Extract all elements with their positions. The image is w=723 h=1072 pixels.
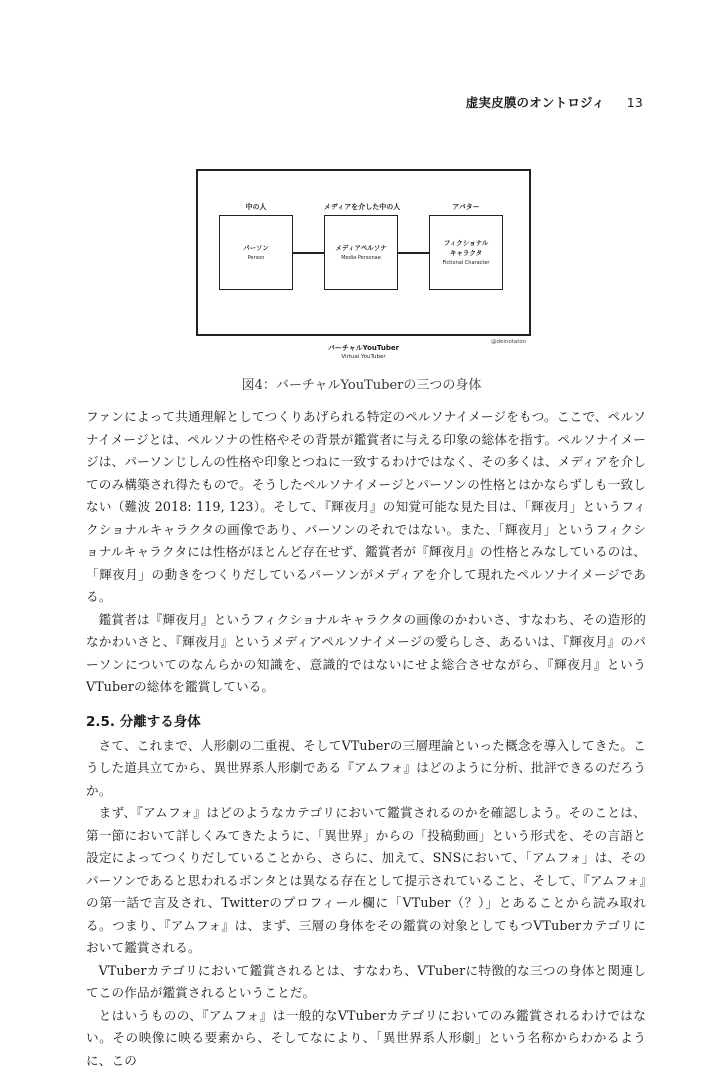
paragraph-4: まず、『アムフォ』はどのようなカテゴリにおいて鑑賞されるのかを確認しよう。そのことは、第一節において詳しくみてきたように、「異世界」からの「投稿動画」という形式を、その言語と設定によってつくりだしていることから、さらに、加えて、SNSにおいて、「アムフォ」は、そのパーソンであると思われるボンタとは異なる存在として提示されていること、そして、『アムフォ』の第一話で言及され、Twitterのプロフィール欄に「VTuber（？）」とあることから読み取れる。つまり、『アムフォ』は、まず、三層の身体をその鑑賞の対象としてもつVTuberカテゴリにおいて鑑賞される。 — [86, 802, 646, 960]
page-number: 13 — [627, 95, 643, 110]
running-head — [0, 93, 643, 111]
paragraph-1: ファンによって共通理解としてつくりあげられる特定のペルソナイメージをもつ。ここで、ペルソナイメージとは、ペルソナの性格やその背景が鑑賞者に与える印象の総体を指す。ペルソナイメージは、パーソンじしんの性格や印象とつねに一致するわけではなく、その多くは、メディアを介してのみ構築され得たもので。そうしたペルソナイメージとパーソンの性格とはかならずしも一致しない（難波 2018: 119, 123）。そして、『輝夜月』の知覚可能な見た目は、「輝夜月」というフィクショナルキャラクタの画像であり、パーソンのそれではない。また、「輝夜月」というフィクショナルキャラクタには性格がほとんど存在せず、鑑賞者が『輝夜月』の性格とみなしているのは、「輝夜月」の動きをつくりだしているパーソンがメディアを介して現れたペルソナイメージである。 — [86, 406, 646, 609]
paragraph-3: さて、これまで、人形劇の二重視、そしてVTuberの三層理論といった概念を導入してきた。こうした道具立てから、異世界系人形劇である『アムフォ』はどのように分析、批評できるのだろうか。 — [86, 735, 646, 803]
figure-label-media: メディアを介した中の人 — [312, 202, 412, 212]
figure-box-character-jp2: キャラクタ — [450, 248, 482, 258]
figure-box-person — [219, 215, 293, 290]
figure-box-media-jp: メディアペルソナ — [335, 243, 386, 253]
figure-box-character-en: Fictional Character — [443, 259, 490, 268]
paragraph-6: とはいうものの、『アムフォ』は一般的なVTuberカテゴリにおいてのみ鑑賞されるわけではない。その映像に映る要素から、そしてなにより、「異世界系人形劇」という名称からわかるように、この — [86, 1005, 646, 1072]
figure-credit: @deinotaton — [491, 339, 526, 345]
figure-label-person: 中の人 — [219, 202, 293, 212]
running-title: 虚実皮膜のオントロジィ — [466, 95, 605, 110]
figure-caption: 図4：バーチャルYouTuberの三つの身体 — [0, 374, 723, 393]
figure-connector-2 — [398, 252, 429, 254]
figure-box-media — [324, 215, 398, 290]
figure-outer-label-jp: バーチャルYouTuber — [196, 343, 531, 353]
figure-box-character-jp1: フィクショナル — [444, 238, 489, 248]
paragraph-2: 鑑賞者は『輝夜月』というフィクショナルキャラクタの画像のかわいさ、すなわち、その造形的なかわいさと、『輝夜月』というメディアペルソナイメージの愛らしさ、あるいは、『輝夜月』のパーソンについてのなんらかの知識を、意識的ではないにせよ総合させながら、『輝夜月』というVTuberの総体を鑑賞している。 — [86, 609, 646, 699]
figure-box-person-jp: パーソン — [243, 243, 269, 253]
figure-label-avatar: アバター — [429, 202, 503, 212]
figure-box-media-en: Media Personae — [341, 254, 381, 263]
section-heading: 2.5. 分離する身体 — [86, 712, 646, 732]
figure-box-person-en: Person — [248, 254, 265, 263]
figure-box-character — [429, 215, 503, 290]
figure-connector-1 — [293, 252, 324, 254]
body-text — [86, 406, 646, 1072]
paragraph-5: VTuberカテゴリにおいて鑑賞されるとは、すなわち、VTuberに特徴的な三つの身体と関連してこの作品が鑑賞されるということだ。 — [86, 960, 646, 1005]
figure-outer-label-en: Virtual YouTuber — [196, 354, 531, 360]
